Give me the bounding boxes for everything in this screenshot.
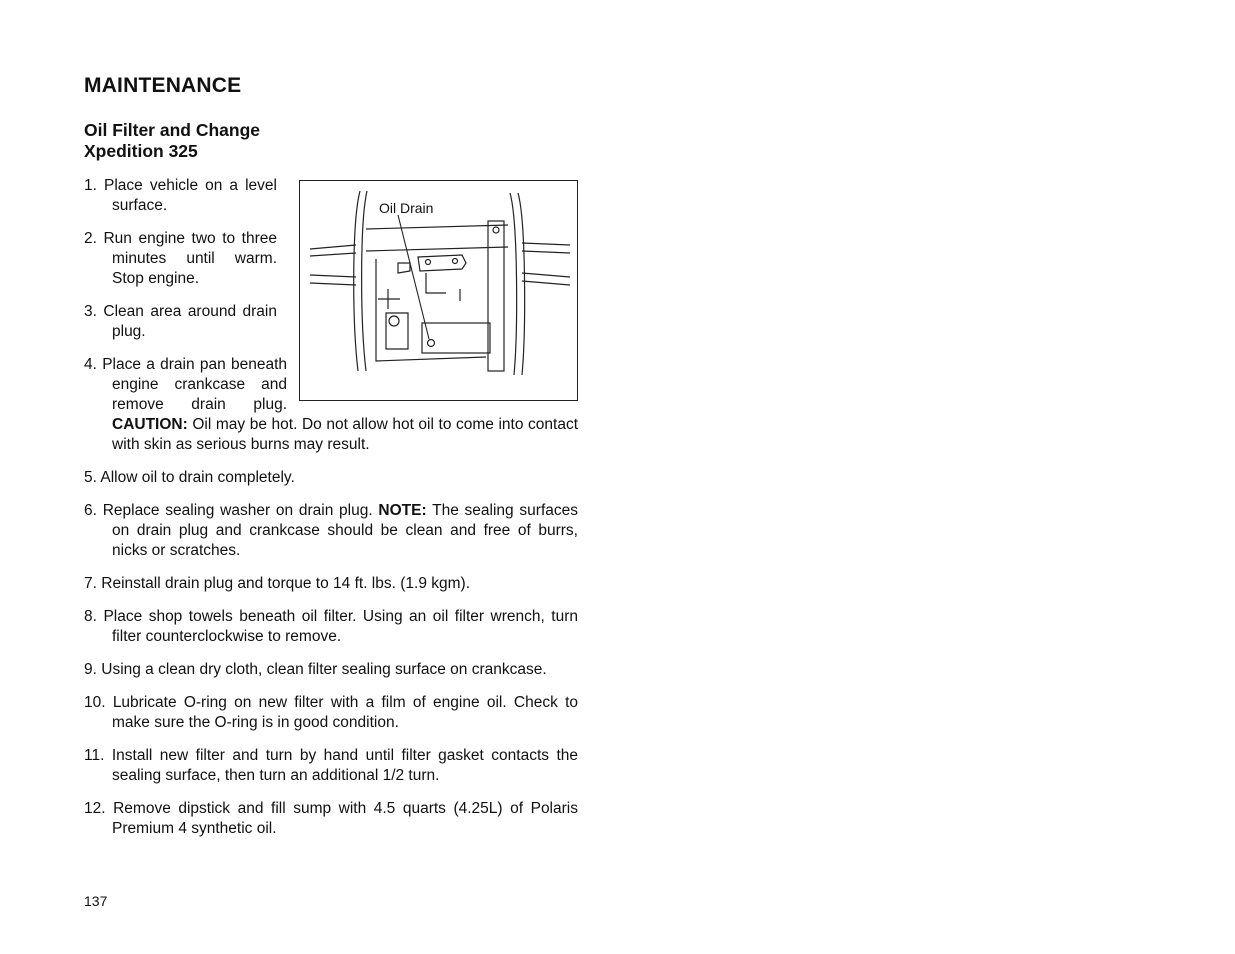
step-item (84, 229, 277, 289)
subtitle-line-2: Xpedition 325 (84, 141, 198, 161)
step-item (84, 501, 578, 561)
step-number: 6. (84, 502, 97, 519)
step-number: 12. (84, 800, 106, 817)
step-number: 1. (84, 177, 97, 194)
oil-drain-illustration-icon (300, 181, 579, 402)
caution-label: CAUTION: (112, 416, 188, 433)
step-item (84, 660, 578, 680)
step-text: Oil may be hot. Do not allow hot oil to come into contact with skin as serious burns may result. (112, 416, 579, 453)
step-text: Allow oil to drain completely. (100, 469, 295, 486)
figure-label: Oil Drain (379, 200, 434, 216)
step-number: 4. (84, 356, 97, 373)
step-number: 5. (84, 469, 97, 486)
step-text: Place shop towels beneath oil filter. Using an oil filter wrench, turn filter counterclockwise to remove. (103, 608, 578, 645)
step-number: 2. (84, 230, 97, 247)
step-item (84, 607, 578, 647)
section-title: MAINTENANCE (84, 74, 242, 97)
step-text: Place vehicle on a level surface. (104, 177, 277, 214)
step-number: 10. (84, 694, 106, 711)
step-number: 3. (84, 303, 97, 320)
step-text: The sealing surfaces on drain plug and crankcase should be clean and free of burrs, nicks or scratches. (112, 502, 578, 559)
step-text: Using a clean dry cloth, clean filter sealing surface on crankcase. (101, 661, 547, 678)
step-number: 8. (84, 608, 97, 625)
steps-list (84, 176, 578, 852)
step-item (84, 746, 578, 786)
step-text: Place a drain pan beneath engine crankcase and remove drain plug. (102, 356, 287, 413)
step-number: 9. (84, 661, 97, 678)
step-text: Lubricate O-ring on new filter with a film of engine oil. Check to make sure the O-ring is in good condition. (112, 694, 578, 731)
step-text: Replace sealing washer on drain plug. (102, 502, 373, 519)
note-label: NOTE: (378, 502, 427, 519)
step-text: Reinstall drain plug and torque to 14 ft. lbs. (1.9 kgm). (101, 575, 471, 592)
oil-drain-figure (299, 180, 578, 401)
step-text: Install new filter and turn by hand until filter gasket contacts the sealing surface, then turn an additional 1/2 turn. (111, 747, 579, 784)
step-item (84, 302, 277, 342)
step-number: 7. (84, 575, 97, 592)
step-item (84, 574, 578, 594)
step-text: Remove dipstick and fill sump with 4.5 quarts (4.25L) of Polaris Premium 4 synthetic oil. (112, 800, 578, 837)
step-item (84, 176, 277, 216)
step-number: 11. (84, 747, 105, 764)
step-item (84, 799, 578, 839)
subtitle (84, 120, 260, 162)
subtitle-line-1: Oil Filter and Change (84, 120, 260, 140)
step-text: Clean area around drain plug. (103, 303, 277, 340)
step-item (84, 693, 578, 733)
step-item (84, 468, 578, 488)
step-text: Run engine two to three minutes until warm. Stop engine. (103, 230, 277, 287)
page-number: 137 (84, 893, 108, 909)
